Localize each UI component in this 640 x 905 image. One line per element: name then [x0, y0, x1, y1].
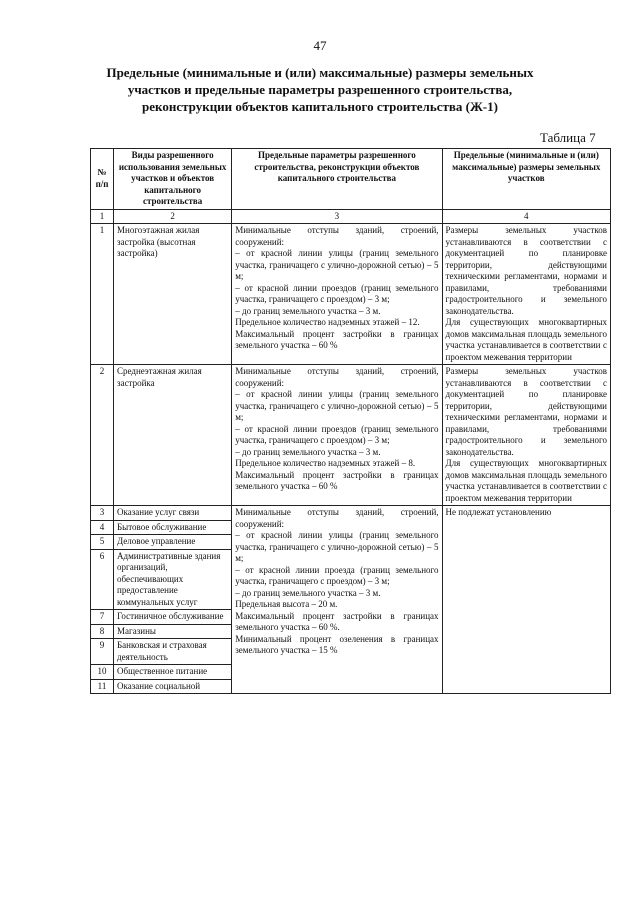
row-number: 8 — [91, 624, 114, 639]
row-number: 5 — [91, 535, 114, 550]
params-cell — [232, 224, 442, 365]
param-line: – от красной линии проездов (границ земельного участка, граничащего с проездом) – 3 м; — [235, 423, 439, 445]
page-number: 47 — [313, 38, 327, 53]
param-line: Предельное количество надземных этажей – 8. — [235, 458, 416, 468]
column-number: 1 — [91, 209, 114, 224]
row-number: 10 — [91, 665, 114, 680]
title-line-1: Предельные (минимальные и (или) максимальные) размеры земельных — [106, 65, 534, 80]
table-row — [91, 365, 611, 506]
group-sizes-cell: Не подлежат установлению — [442, 506, 610, 694]
table-label: Таблица 7 — [540, 130, 596, 145]
use-type-cell: Бытовое обслуживание — [114, 520, 232, 535]
param-line: – от красной линии проезда (границ земельного участка, граничащего с проездом) – 3 м; — [235, 564, 439, 586]
header-number: № п/п — [91, 149, 114, 210]
use-type-cell: Магазины — [114, 624, 232, 639]
param-line: – от красной линии улицы (границ земельного участка, граничащего с улично-дорожной сетью) – 5 м; — [235, 530, 439, 563]
param-line: Максимальный процент застройки в границах земельного участка – 60 % — [235, 469, 439, 491]
param-line: Предельное количество надземных этажей – 12. — [235, 317, 420, 327]
param-line: Максимальный процент застройки в границах земельного участка – 60 % — [235, 328, 439, 350]
zoning-parameters-table — [90, 148, 611, 694]
use-type-cell: Многоэтажная жилая застройка (высотная застройка) — [114, 224, 232, 365]
use-type-cell: Среднеэтажная жилая застройка — [114, 365, 232, 506]
header-row — [91, 149, 611, 210]
column-number-row — [91, 209, 611, 224]
param-line: – от красной линии проездов (границ земельного участка, граничащего с проездом) – 3 м; — [235, 282, 439, 304]
param-line: Предельная высота – 20 м. — [235, 599, 338, 609]
row-number: 6 — [91, 549, 114, 610]
title-line-3: реконструкции объектов капитального строительства (Ж-1) — [142, 99, 498, 114]
size-line: Для существующих многоквартирных домов максимальная площадь земельного участка устанавливается в соответствии с проектом межевания территории — [445, 458, 607, 503]
size-line: Размеры земельных участков устанавливаются в соответствии с документацией по планировке территории, действующими техническими регламентами, нормами и правилами, требованиями градостроительного и земельного законодательства. — [445, 366, 607, 457]
param-line: – до границ земельного участка – 3 м. — [235, 587, 381, 598]
param-line: Минимальные отступы зданий, строений, сооружений: — [235, 225, 439, 247]
row-number: 4 — [91, 520, 114, 535]
sizes-cell — [442, 224, 610, 365]
use-type-cell: Оказание социальной — [114, 679, 232, 694]
use-type-cell: Общественное питание — [114, 665, 232, 680]
param-line: – от красной линии улицы (границ земельного участка, граничащего с улично-дорожной сетью) – 5 м; — [235, 389, 439, 422]
param-line: – до границ земельного участка – 3 м. — [235, 305, 381, 316]
table-row — [91, 224, 611, 365]
row-number: 9 — [91, 639, 114, 665]
header-plot-sizes: Предельные (минимальные и (или) максимальные) размеры земельных участков — [442, 149, 610, 210]
param-line: – до границ земельного участка – 3 м. — [235, 446, 381, 457]
param-line: Минимальный процент озеленения в границах земельного участка – 15 % — [235, 633, 439, 655]
use-type-cell: Банковская и страховая деятельность — [114, 639, 232, 665]
column-number: 3 — [232, 209, 442, 224]
param-line: Минимальные отступы зданий, строений, сооружений: — [235, 366, 439, 388]
document-title — [60, 64, 580, 115]
sizes-cell — [442, 365, 610, 506]
param-line: Минимальные отступы зданий, строений, сооружений: — [235, 507, 439, 529]
size-line: Для существующих многоквартирных домов максимальная площадь земельного участка устанавливается в соответствии с проектом межевания территории — [445, 317, 607, 362]
row-number: 1 — [91, 224, 114, 365]
use-type-cell: Деловое управление — [114, 535, 232, 550]
param-line: – от красной линии улицы (границ земельного участка, граничащего с улично-дорожной сетью) – 5 м; — [235, 248, 439, 281]
title-line-2: участков и предельные параметры разрешенного строительства, — [127, 82, 513, 97]
column-number: 2 — [114, 209, 232, 224]
group-params-cell — [232, 506, 442, 694]
use-type-cell: Оказание услуг связи — [114, 506, 232, 521]
param-line: Максимальный процент застройки в границах земельного участка – 60 %. — [235, 610, 439, 632]
table-row — [91, 506, 611, 521]
column-number: 4 — [442, 209, 610, 224]
params-cell — [232, 365, 442, 506]
row-number: 3 — [91, 506, 114, 521]
row-number: 2 — [91, 365, 114, 506]
size-line: Размеры земельных участков устанавливаются в соответствии с документацией по планировке территории, действующими техническими регламентами, нормами и правилами, требованиями градостроительного и земельного законодательства. — [445, 225, 607, 316]
use-type-cell: Гостиничное обслуживание — [114, 610, 232, 625]
header-build-params: Предельные параметры разрешенного строительства, реконструкции объектов капитального строительства — [232, 149, 442, 210]
row-number: 11 — [91, 679, 114, 694]
use-type-cell: Административные здания организаций, обеспечивающих предоставление коммунальных услуг — [114, 549, 232, 610]
row-number: 7 — [91, 610, 114, 625]
header-use-type: Виды разрешенного использования земельных участков и объектов капитального строительства — [114, 149, 232, 210]
